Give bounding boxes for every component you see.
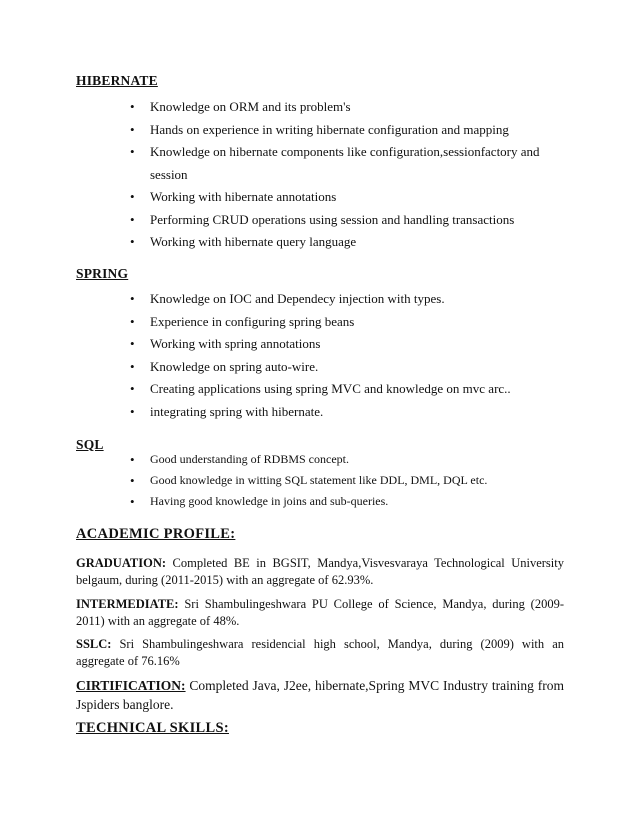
list-item: • Good knowledge in witting SQL statement like DDL, DML, DQL etc.: [130, 470, 550, 491]
list-item: • Knowledge on ORM and its problem's: [130, 96, 550, 119]
section-heading-spring: SPRING: [76, 266, 129, 281]
sslc-text: Sri Shambulingeshwara residencial high school, Mandya, during (2009) with an aggregate of 76.16%: [76, 637, 564, 668]
certification-entry: [76, 676, 564, 714]
list-item: • Performing CRUD operations using session and handling transactions: [130, 209, 550, 232]
intermediate-label: INTERMEDIATE:: [76, 597, 179, 611]
list-item: • Working with hibernate annotations: [130, 186, 550, 209]
list-item: • Knowledge on hibernate components like configuration,sessionfactory and session: [130, 141, 550, 186]
graduation-entry: [76, 555, 564, 589]
certification-text: Completed Java, J2ee, hibernate,Spring MVC Industry training from Jspiders banglore.: [76, 678, 564, 712]
section-heading-sql: SQL: [76, 437, 104, 452]
list-item: • Having good knowledge in joins and sub-queries.: [130, 491, 550, 512]
list-item: • Hands on experience in writing hibernate configuration and mapping: [130, 119, 550, 142]
section-heading-technical: TECHNICAL SKILLS:: [76, 720, 229, 736]
list-item: • Creating applications using spring MVC and knowledge on mvc arc..: [130, 378, 550, 401]
list-item: • Knowledge on spring auto-wire.: [130, 356, 550, 379]
list-item: • Working with hibernate query language: [130, 231, 550, 254]
intermediate-entry: [76, 596, 564, 630]
graduation-label: GRADUATION:: [76, 556, 167, 570]
list-item: • integrating spring with hibernate.: [130, 401, 550, 424]
sql-list: [130, 449, 550, 512]
list-item: • Experience in configuring spring beans: [130, 311, 550, 334]
sslc-label: SSLC:: [76, 637, 112, 651]
list-item: • Working with spring annotations: [130, 333, 550, 356]
list-item: • Good understanding of RDBMS concept.: [130, 449, 550, 470]
section-heading-academic: ACADEMIC PROFILE:: [76, 526, 236, 542]
spring-list: [130, 288, 550, 423]
sslc-entry: [76, 636, 564, 670]
section-heading-hibernate: HIBERNATE: [76, 73, 158, 88]
graduation-text: Completed BE in BGSIT, Mandya,Visvesvaraya Technological University belgaum, during (2011-2015) with an aggregate of 62.93%.: [76, 556, 564, 587]
certification-label: CIRTIFICATION:: [76, 678, 186, 693]
intermediate-text: Sri Shambulingeshwara PU College of Science, Mandya, during (2009-2011) with an aggregate of 48%.: [76, 597, 564, 628]
hibernate-list: [130, 96, 550, 254]
list-item: • Knowledge on IOC and Dependecy injection with types.: [130, 288, 550, 311]
